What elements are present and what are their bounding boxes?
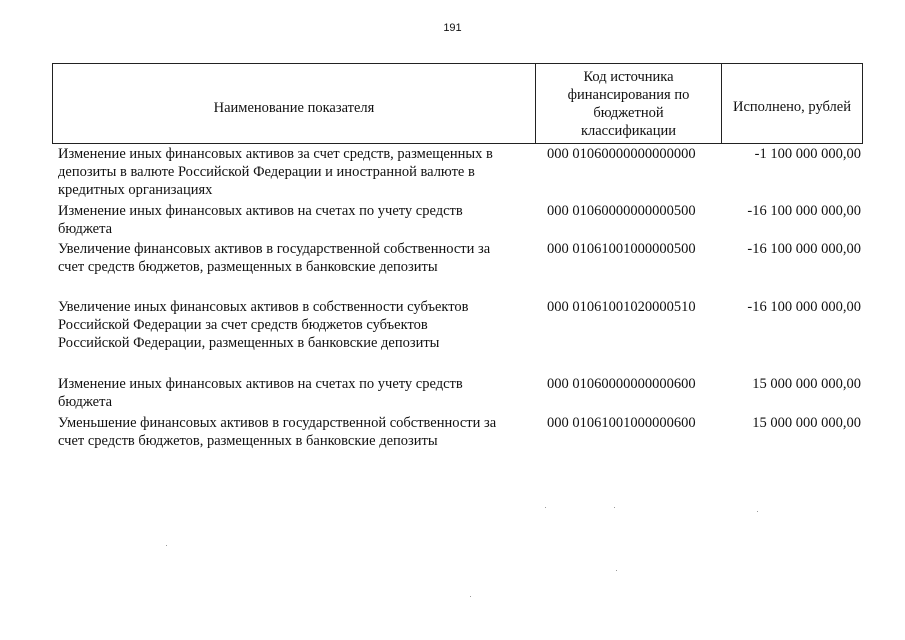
row-name-line: Изменение иных финансовых активов на счетах по учету средств bbox=[58, 376, 463, 392]
row-name-line: Увеличение иных финансовых активов в собственности субъектов bbox=[58, 299, 469, 315]
scan-speck bbox=[470, 596, 471, 597]
page-number: 191 bbox=[443, 22, 462, 34]
header-name: Наименование показателя bbox=[213, 99, 375, 116]
row-name-line: Российской Федерации за счет средств бюджетов субъектов bbox=[58, 317, 428, 333]
row-amount: 15 000 000 000,00 bbox=[752, 376, 861, 392]
row-name-line: счет средств бюджетов, размещенных в банковские депозиты bbox=[58, 433, 438, 449]
row-name-line: бюджета bbox=[58, 394, 113, 410]
row-code: 000 01061001000000600 bbox=[547, 415, 696, 431]
row-code: 000 01060000000000600 bbox=[547, 376, 696, 392]
row-amount: -16 100 000 000,00 bbox=[747, 241, 861, 257]
row-name-line: Российской Федерации, размещенных в банковские депозиты bbox=[58, 335, 440, 351]
scan-speck bbox=[616, 570, 617, 571]
row-name bbox=[58, 145, 540, 199]
row-name bbox=[58, 414, 540, 450]
row-name-line: кредитных организациях bbox=[58, 182, 213, 198]
header-code-line: бюджетной bbox=[593, 104, 664, 121]
row-code: 000 01061001000000500 bbox=[547, 241, 696, 257]
row-name bbox=[58, 375, 540, 411]
header-code bbox=[535, 64, 722, 143]
row-amount: -16 100 000 000,00 bbox=[747, 203, 861, 219]
row-code: 000 01060000000000500 bbox=[547, 203, 696, 219]
row-name-line: Изменение иных финансовых активов за счет средств, размещенных в bbox=[58, 146, 493, 162]
scan-speck bbox=[614, 507, 615, 508]
row-name bbox=[58, 298, 540, 352]
row-name-line: Уменьшение финансовых активов в государственной собственности за bbox=[58, 415, 497, 431]
row-name-line: депозиты в валюте Российской Федерации и иностранной валюте в bbox=[58, 164, 475, 180]
header-code-line: Код источника bbox=[583, 68, 674, 85]
row-code: 000 01060000000000000 bbox=[547, 146, 696, 162]
scan-speck bbox=[166, 545, 167, 546]
row-amount: -1 100 000 000,00 bbox=[754, 146, 861, 162]
header-executed: Исполнено, рублей bbox=[733, 98, 851, 115]
row-name bbox=[58, 202, 540, 238]
row-amount: -16 100 000 000,00 bbox=[747, 299, 861, 315]
row-name bbox=[58, 240, 540, 276]
row-name-line: счет средств бюджетов, размещенных в банковские депозиты bbox=[58, 259, 438, 275]
row-code: 000 01061001020000510 bbox=[547, 299, 696, 315]
header-code-line: классификации bbox=[580, 122, 677, 139]
header-code-line: финансирования по bbox=[567, 86, 690, 103]
row-name-line: бюджета bbox=[58, 221, 113, 237]
scan-speck bbox=[757, 511, 758, 512]
row-name-line: Изменение иных финансовых активов на счетах по учету средств bbox=[58, 203, 463, 219]
scan-speck bbox=[545, 507, 546, 508]
table-header bbox=[52, 63, 863, 144]
row-name-line: Увеличение финансовых активов в государственной собственности за bbox=[58, 241, 491, 257]
row-amount: 15 000 000 000,00 bbox=[752, 415, 861, 431]
